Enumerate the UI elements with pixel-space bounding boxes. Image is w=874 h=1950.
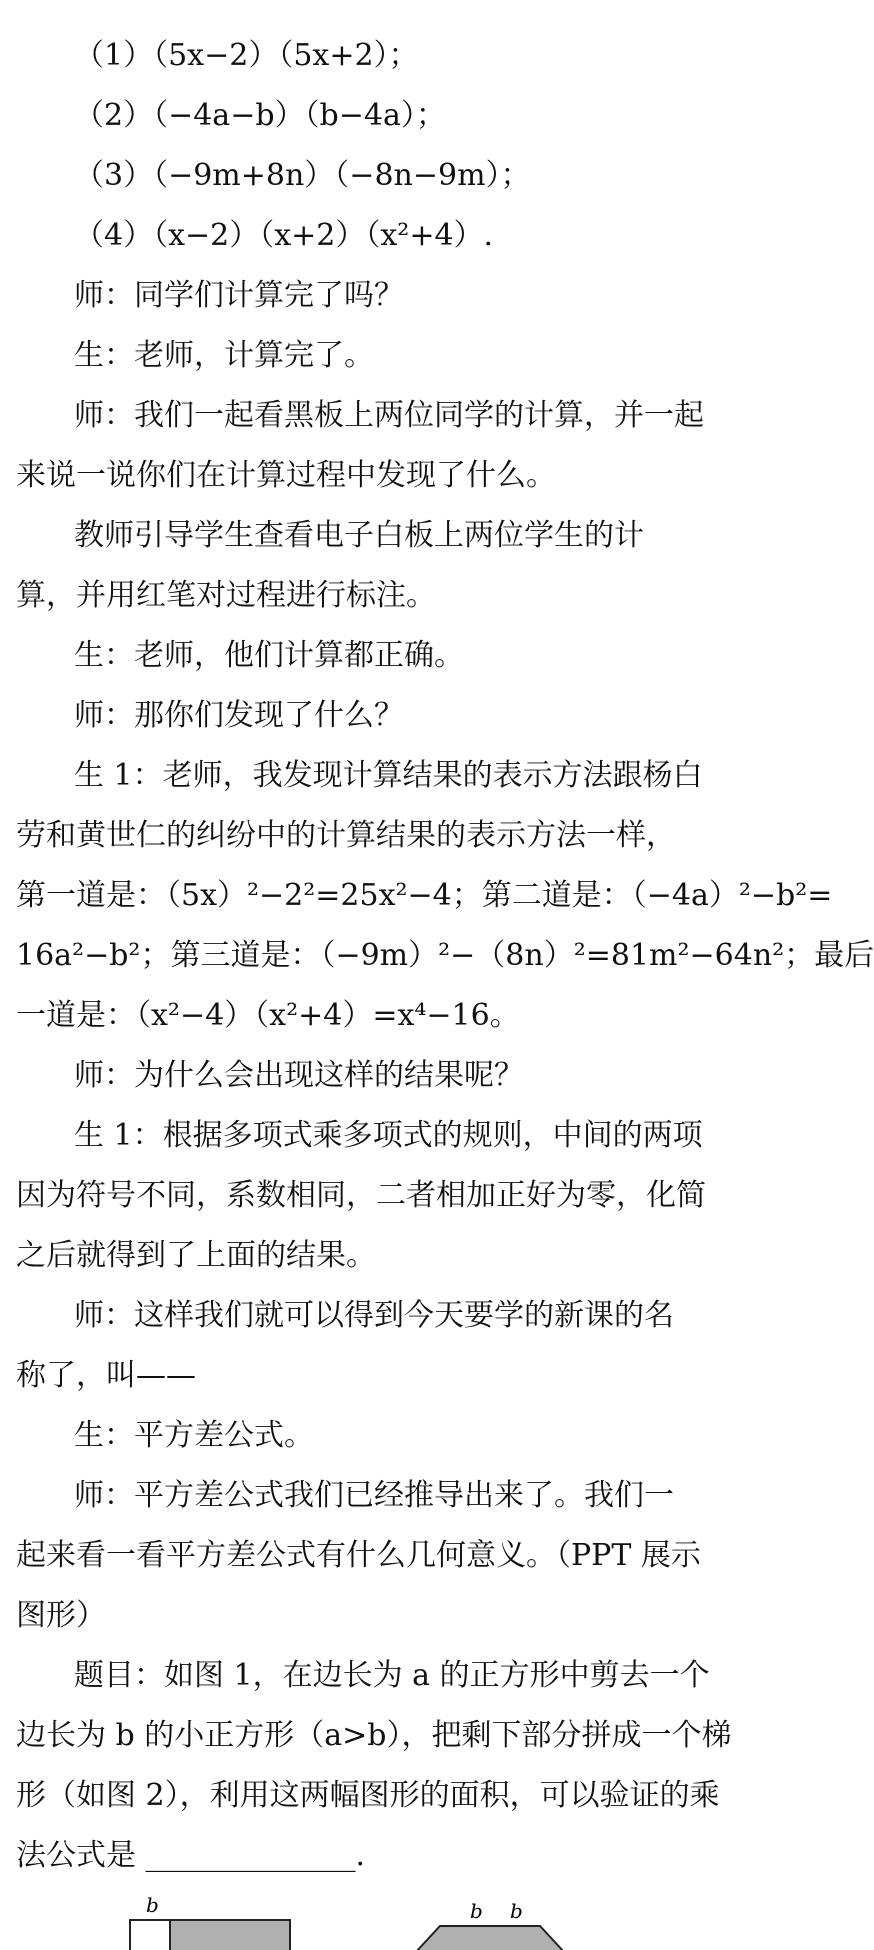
paragraph-line: 因为符号不同，系数相同，二者相加正好为零，化简 (16, 1178, 706, 1213)
teacher-line: 师：我们一起看黑板上两位同学的计算，并一起 (74, 398, 704, 433)
teacher-line: 师：那你们发现了什么？ (74, 698, 404, 733)
exercise-3: （3）（−9m+8n）（−8n−9m）； (74, 158, 531, 193)
paragraph-line: 算，并用红笔对过程进行标注。 (16, 578, 436, 613)
paragraph-line: 起来看一看平方差公式有什么几何意义。（PPT 展示 (16, 1538, 701, 1573)
narration-line: 教师引导学生查看电子白板上两位学生的计 (74, 518, 644, 553)
student-line: 生 1：老师，我发现计算结果的表示方法跟杨白 (74, 758, 703, 793)
paragraph-line: 来说一说你们在计算过程中发现了什么。 (16, 458, 556, 493)
exercise-1: （1）（5x−2）（5x+2）； (74, 38, 419, 73)
label-b2: b (510, 1899, 523, 1923)
exercise-4: （4）（x−2）（x+2）（x²+4）. (74, 218, 494, 253)
paragraph-line: 一道是：（x²−4）（x²+4）=x⁴−16。 (16, 998, 520, 1033)
student-line: 生：平方差公式。 (74, 1418, 314, 1453)
paragraph-line: 16a²−b²；第三道是：（−9m）²−（8n）²=81m²−64n²；最后 (16, 938, 874, 973)
paragraph-line: 之后就得到了上面的结果。 (16, 1238, 376, 1273)
student-line: 生：老师，他们计算都正确。 (74, 638, 464, 673)
label-b1: b (470, 1899, 483, 1923)
student-line: 生 1：根据多项式乘多项式的规则，中间的两项 (74, 1118, 703, 1153)
student-line: 生：老师，计算完了。 (74, 338, 374, 373)
problem-line: 形（如图 2），利用这两幅图形的面积，可以验证的乘 (16, 1778, 720, 1813)
cut-small-square (130, 1920, 170, 1950)
problem-line: 题目：如图 1，在边长为 a 的正方形中剪去一个 (74, 1658, 710, 1693)
label-b-top: b (146, 1893, 159, 1917)
teacher-line: 师：同学们计算完了吗？ (74, 278, 404, 313)
problem-line: 法公式是 ______________. (16, 1838, 366, 1873)
paragraph-line: 劳和黄世仁的纠纷中的计算结果的表示方法一样， (16, 818, 676, 853)
figure-1-square (120, 1890, 320, 1950)
teacher-line: 师：这样我们就可以得到今天要学的新课的名 (74, 1298, 674, 1333)
exercise-2: （2）（−4a−b）（b−4a）； (74, 98, 446, 133)
teacher-line: 师：为什么会出现这样的结果呢？ (74, 1058, 524, 1093)
problem-line: 边长为 b 的小正方形（a>b），把剩下部分拼成一个梯 (16, 1718, 732, 1753)
trapezoid (390, 1926, 590, 1950)
paragraph-line: 称了，叫—— (16, 1358, 196, 1393)
teacher-line: 师：平方差公式我们已经推导出来了。我们一 (74, 1478, 674, 1513)
paragraph-line: 图形） (16, 1598, 106, 1633)
figure-2-trapezoid (350, 1890, 650, 1950)
paragraph-line: 第一道是：（5x）²−2²=25x²−4；第二道是：（−4a）²−b²= (16, 878, 833, 913)
